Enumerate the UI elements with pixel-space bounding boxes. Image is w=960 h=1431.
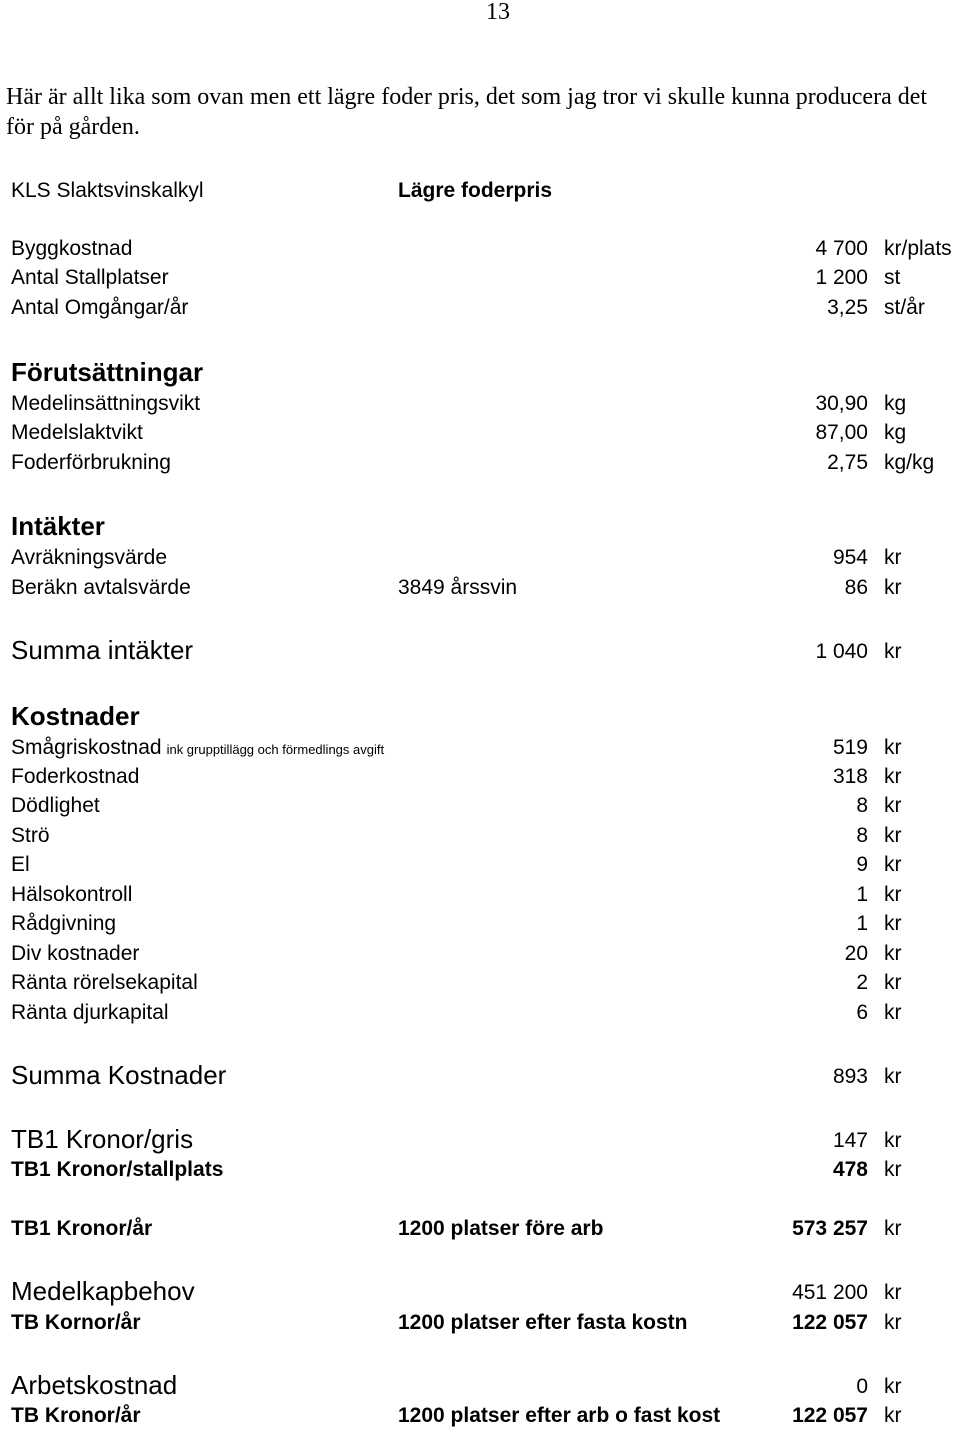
row-note: ink grupptillägg och förmedlings avgift <box>166 742 385 757</box>
row-unit-el: kr <box>884 853 902 876</box>
row-unit-stro: kr <box>884 824 902 847</box>
row-value-arbetskostnad: 0 <box>856 1375 868 1398</box>
row-unit-avrakningsvarde: kr <box>884 546 902 569</box>
row-label-dodlighet: Dödlighet <box>11 794 100 817</box>
row-unit-berakn-avtalsvarde: kr <box>884 576 902 599</box>
row-unit-ranta-djurkapital: kr <box>884 1001 902 1024</box>
row-label-ranta-rorelsekapital: Ränta rörelsekapital <box>11 971 198 994</box>
row-mid-berakn-avtalsvarde: 3849 årssvin <box>398 576 518 599</box>
row-label-avrakningsvarde: Avräkningsvärde <box>11 546 168 569</box>
row-mid-tb-kronor-ar: 1200 platser efter arb o fast kost <box>398 1404 721 1427</box>
row-label-byggkostnad: Byggkostnad <box>11 237 133 260</box>
row-value-tb-kronor-ar: 122 057 <box>792 1404 868 1427</box>
row-unit-antal-omgangar-ar: st/år <box>884 296 925 319</box>
row-value-tb1-kronor-ar: 573 257 <box>792 1217 868 1240</box>
row-value-berakn-avtalsvarde: 86 <box>844 576 868 599</box>
page-number: 13 <box>486 0 510 25</box>
row-value-ranta-djurkapital: 6 <box>856 1001 868 1024</box>
row-value-antal-omgangar-ar: 3,25 <box>827 296 868 319</box>
row-label-radgivning: Rådgivning <box>11 912 117 935</box>
row-label-tb-kornor-ar: TB Kornor/år <box>11 1311 141 1334</box>
row-value-antal-stallplatser: 1 200 <box>815 266 868 289</box>
row-unit-ranta-rorelsekapital: kr <box>884 971 902 994</box>
row-unit-medelkapbehov: kr <box>884 1281 902 1304</box>
calc-title: KLS Slaktsvinskalkyl <box>11 179 204 202</box>
row-unit-medelslaktvikt: kg <box>884 421 907 444</box>
row-value-smagriskostnad: 519 <box>832 736 868 759</box>
row-value-el: 9 <box>856 853 868 876</box>
row-label-text: Smågriskostnad <box>11 736 162 759</box>
row-value-medelinsattningsvikt: 30,90 <box>815 392 868 415</box>
row-value-radgivning: 1 <box>856 912 868 935</box>
row-value-medelkapbehov: 451 200 <box>792 1281 868 1304</box>
row-label-summa-intakter: Summa intäkter <box>11 635 194 665</box>
row-label-antal-omgangar-ar: Antal Omgångar/år <box>11 296 189 319</box>
row-label-medelkapbehov: Medelkapbehov <box>11 1276 195 1306</box>
calc-subtitle: Lägre foderpris <box>398 179 553 202</box>
row-unit-tb1-kronor-gris: kr <box>884 1129 902 1152</box>
row-label-medelinsattningsvikt: Medelinsättningsvikt <box>11 392 201 415</box>
row-label-arbetskostnad: Arbetskostnad <box>11 1370 178 1400</box>
row-value-summa-kostnader: 893 <box>832 1065 868 1088</box>
row-unit-radgivning: kr <box>884 912 902 935</box>
row-value-stro: 8 <box>856 824 868 847</box>
row-unit-tb1-kronor-ar: kr <box>884 1217 902 1240</box>
row-label-el: El <box>11 853 30 876</box>
row-mid-tb-kornor-ar: 1200 platser efter fasta kostn <box>398 1311 688 1334</box>
row-unit-tb1-kronor-stallplats: kr <box>884 1158 902 1181</box>
row-label-intakter: Intäkter <box>11 511 105 541</box>
row-label-medelslaktvikt: Medelslaktvikt <box>11 421 143 444</box>
row-unit-dodlighet: kr <box>884 794 902 817</box>
row-unit-byggkostnad: kr/plats <box>884 237 952 260</box>
row-label-tb1-kronor-stallplats: TB1 Kronor/stallplats <box>11 1158 224 1181</box>
row-value-ranta-rorelsekapital: 2 <box>856 971 868 994</box>
row-label-tb1-kronor-gris: TB1 Kronor/gris <box>11 1124 194 1154</box>
row-value-foderkostnad: 318 <box>832 765 868 788</box>
row-label-stro: Strö <box>11 824 50 847</box>
row-unit-summa-intakter: kr <box>884 640 902 663</box>
row-value-summa-intakter: 1 040 <box>815 640 868 663</box>
row-label-div-kostnader: Div kostnader <box>11 942 140 965</box>
row-value-tb1-kronor-stallplats: 478 <box>832 1158 868 1181</box>
row-value-avrakningsvarde: 954 <box>832 546 868 569</box>
row-value-halsokontroll: 1 <box>856 883 868 906</box>
row-unit-summa-kostnader: kr <box>884 1065 902 1088</box>
row-label-forutsattningar: Förutsättningar <box>11 357 204 387</box>
row-unit-arbetskostnad: kr <box>884 1375 902 1398</box>
row-label-kostnader: Kostnader <box>11 701 140 731</box>
row-label-smagriskostnad <box>11 737 384 758</box>
row-value-tb1-kronor-gris: 147 <box>832 1129 868 1152</box>
intro-paragraph: Här är allt lika som ovan men ett lägre foder pris, det som jag tror vi skulle kunna producera det för på gården. <box>6 84 928 140</box>
row-label-tb1-kronor-ar: TB1 Kronor/år <box>11 1217 153 1240</box>
row-unit-antal-stallplatser: st <box>884 266 901 289</box>
row-value-foderforbrukning: 2,75 <box>827 451 868 474</box>
row-label-tb-kronor-ar: TB Kronor/år <box>11 1404 141 1427</box>
row-unit-tb-kornor-ar: kr <box>884 1311 902 1334</box>
row-label-halsokontroll: Hälsokontroll <box>11 883 133 906</box>
row-unit-medelinsattningsvikt: kg <box>884 392 907 415</box>
row-unit-div-kostnader: kr <box>884 942 902 965</box>
row-unit-smagriskostnad: kr <box>884 736 902 759</box>
row-label-summa-kostnader: Summa Kostnader <box>11 1060 227 1090</box>
row-unit-tb-kronor-ar: kr <box>884 1404 902 1427</box>
row-value-tb-kornor-ar: 122 057 <box>792 1311 868 1334</box>
row-label-berakn-avtalsvarde: Beräkn avtalsvärde <box>11 576 191 599</box>
row-label-foderkostnad: Foderkostnad <box>11 765 140 788</box>
row-mid-tb1-kronor-ar: 1200 platser före arb <box>398 1217 604 1240</box>
row-label-foderforbrukning: Foderförbrukning <box>11 451 171 474</box>
row-unit-foderkostnad: kr <box>884 765 902 788</box>
row-label-antal-stallplatser: Antal Stallplatser <box>11 266 169 289</box>
row-value-medelslaktvikt: 87,00 <box>815 421 868 444</box>
row-value-byggkostnad: 4 700 <box>815 237 868 260</box>
row-label-ranta-djurkapital: Ränta djurkapital <box>11 1001 169 1024</box>
row-unit-foderforbrukning: kg/kg <box>884 451 935 474</box>
row-value-div-kostnader: 20 <box>844 942 868 965</box>
row-value-dodlighet: 8 <box>856 794 868 817</box>
row-unit-halsokontroll: kr <box>884 883 902 906</box>
